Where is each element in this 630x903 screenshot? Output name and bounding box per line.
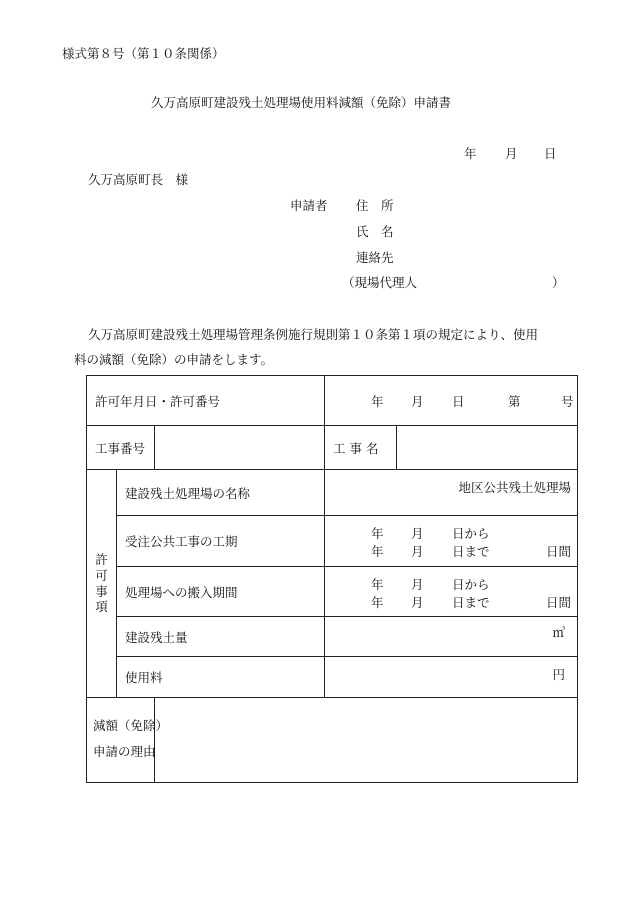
work-row bbox=[87, 426, 578, 470]
agent-close: ） bbox=[552, 275, 565, 290]
soil-unit: ㎥ bbox=[552, 625, 565, 640]
address-label: 住 所 bbox=[356, 198, 394, 213]
work-number-value[interactable] bbox=[155, 426, 325, 470]
soil-amount-label: 建設残土量 bbox=[117, 617, 325, 657]
transport-value[interactable]: 年 月 日から 年 月 日まで 日間 bbox=[325, 567, 578, 617]
page-title: 久万高原町建設残土処理場使用料減額（免除）申請書 bbox=[151, 95, 452, 110]
permit-date-value[interactable] bbox=[325, 376, 578, 426]
work-name-label: 工 事 名 bbox=[325, 426, 397, 470]
work-name-value[interactable] bbox=[397, 426, 578, 470]
permit-go: 号 bbox=[561, 394, 574, 409]
permit-row bbox=[87, 376, 578, 426]
application-table bbox=[86, 375, 578, 783]
period-value[interactable]: 年 月 日から 年 月 日まで 日間 bbox=[325, 516, 578, 567]
applicant-label: 申請者 bbox=[290, 198, 328, 213]
body-text-line1: 久万高原町建設残土処理場管理条例施行規則第１０条第１項の規定により、使用 bbox=[88, 327, 539, 342]
period-label: 受注公共工事の工期 bbox=[117, 516, 325, 567]
permit-day: 日 bbox=[452, 394, 465, 409]
reason-row bbox=[87, 698, 578, 783]
addressee: 久万高原町長 様 bbox=[88, 172, 189, 187]
body-text-line2: 料の減額（免除）の申請をします。 bbox=[74, 352, 274, 367]
date-month: 月 bbox=[505, 146, 518, 161]
contact-label: 連絡先 bbox=[356, 250, 394, 265]
date-day: 日 bbox=[544, 146, 557, 161]
fee-value[interactable] bbox=[325, 657, 578, 698]
fee-row bbox=[87, 657, 578, 698]
date-year: 年 bbox=[464, 146, 477, 161]
permit-date-label: 許可年月日・許可番号 bbox=[87, 376, 325, 426]
permit-dai: 第 bbox=[508, 394, 521, 409]
fee-unit: 円 bbox=[552, 667, 565, 682]
site-name-label: 建設残土処理場の名称 bbox=[117, 470, 325, 516]
permit-year: 年 bbox=[371, 394, 384, 409]
agent-label: （現場代理人 bbox=[342, 275, 418, 290]
transport-label: 処理場への搬入期間 bbox=[117, 567, 325, 617]
permit-items-label: 許 可 事 項 bbox=[87, 470, 117, 698]
name-label: 氏 名 bbox=[356, 224, 394, 239]
fee-label: 使用料 bbox=[117, 657, 325, 698]
reason-value[interactable] bbox=[155, 698, 578, 783]
site-name-value: 地区公共残土処理場 bbox=[458, 480, 571, 495]
period-row bbox=[87, 516, 578, 567]
site-row bbox=[87, 470, 578, 516]
soil-amount-value[interactable] bbox=[325, 617, 578, 657]
soil-row bbox=[87, 617, 578, 657]
transport-row bbox=[87, 567, 578, 617]
permit-month: 月 bbox=[411, 394, 424, 409]
work-number-label: 工事番号 bbox=[87, 426, 155, 470]
reason-label: 減額（免除） 申請の理由 bbox=[87, 698, 155, 783]
form-number: 様式第８号（第１０条関係） bbox=[62, 46, 225, 61]
site-name-cell[interactable] bbox=[325, 470, 578, 516]
